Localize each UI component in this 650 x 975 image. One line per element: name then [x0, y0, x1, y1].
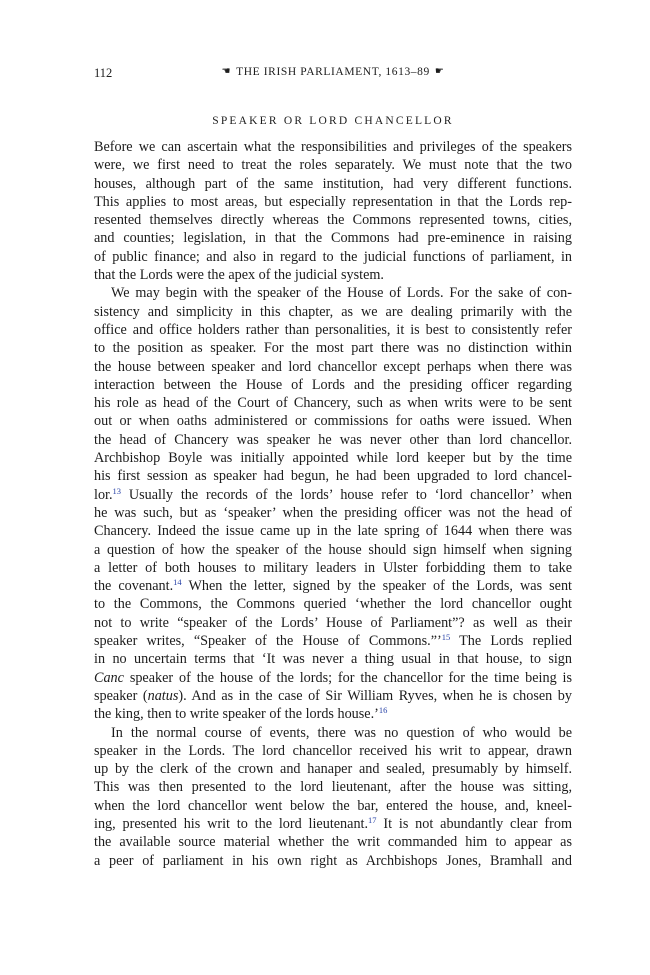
text-line: We may begin with the speaker of the House of Lords. For the sake of con- [111, 285, 572, 302]
text-line: that the Lords were the apex of the judicial system. [94, 267, 384, 284]
text-line [94, 705, 572, 723]
italic-term: natus [147, 687, 179, 704]
footnote-ref-13[interactable]: 13 [112, 485, 122, 496]
text-line: his first session as speaker had begun, he had been upgraded to lord chancel- [94, 468, 572, 485]
text-line: a peer of parliament in his own right as Archbishops Jones, Bramhall and [94, 852, 572, 869]
text-run: the king, then to write speaker of the lords house.’ [94, 706, 379, 723]
running-head [94, 66, 572, 82]
text-line: he was such, but as ‘speaker’ when the presiding officer was not the head of [94, 504, 572, 521]
text-line: to the Commons, the Commons queried ‘whether the lord chancellor ought [94, 596, 572, 613]
text-line: interaction between the House of Lords and the presiding officer regarding [94, 376, 572, 393]
text-line: the house between speaker and lord chancellor except perhaps when there was [94, 358, 572, 375]
footnote-ref-17[interactable]: 17 [368, 814, 377, 825]
page-number: 112 [94, 66, 113, 80]
pointing-hand-left-icon: ☚ [221, 66, 232, 77]
text-run: ). And as in the case of Sir William Ryves, when he is chosen by [178, 687, 572, 704]
text-run: speaker ( [94, 687, 148, 704]
italic-term: Canc [94, 669, 124, 686]
text-line: of public finance; and also in regard to the judicial functions of parliament, in [94, 248, 572, 265]
text-line: the available source material whether the writ commanded him to appear as [94, 834, 572, 851]
text-line: when the lord chancellor went below the bar, entered the house, and, kneel- [94, 797, 572, 814]
text-line: speaker in the Lords. The lord chancellor received his writ to appear, drawn [94, 742, 572, 759]
text-line [94, 632, 572, 650]
text-line: Chancery. Indeed the issue came up in the late spring of 1644 when there was [94, 523, 572, 540]
text-line: This applies to most areas, but especially representation in that the Lords rep- [94, 193, 572, 210]
text-line: In the normal course of events, there was no question of who would be [111, 724, 572, 741]
text-line: office and office holders rather than personalities, it is best to consistently refer [94, 321, 572, 338]
book-title: THE IRISH PARLIAMENT, 1613–89 [236, 66, 430, 78]
text-line: a letter of both houses to military leaders in Ulster forbidding them to take [94, 559, 572, 576]
footnote-ref-16[interactable]: 16 [378, 705, 388, 716]
text-run: the covenant. [94, 578, 174, 595]
text-line: This was then presented to the lord lieutenant, after the house was sitting, [94, 779, 572, 796]
text-run: The Lords replied [450, 633, 572, 650]
text-run: speaker of the house of the lords; for the chancellor for the time being is [123, 669, 572, 686]
text-line: his role as head of the Court of Chancery, such as when writs were to be sent [94, 395, 572, 412]
section-heading: SPEAKER OR LORD CHANCELLOR [212, 115, 454, 127]
text-line: in no uncertain terms that ‘It was never a thing usual in that house, to sign [94, 651, 572, 668]
text-run: ing, presented his writ to the lord lieutenant. [94, 815, 369, 832]
text-run: When the letter, signed by the speaker of the Lords, was sent [181, 578, 572, 595]
text-line: Before we can ascertain what the responsibilities and privileges of the speakers [94, 139, 572, 155]
text-run: Usually the records of the lords’ house refer to ‘lord chancellor’ when [121, 486, 572, 503]
body-text [94, 138, 572, 870]
text-line [94, 577, 572, 595]
footnote-ref-15[interactable]: 15 [441, 632, 451, 643]
text-line: sistency and simplicity in this chapter, as we are dealing primarily with the [94, 303, 572, 320]
text-run: lor. [94, 486, 113, 503]
text-run: speaker writes, “Speaker of the House of Commons.”’ [94, 633, 442, 650]
text-line: and counties; legislation, in that the Commons had pre-eminence in raising [94, 230, 572, 247]
text-line [94, 687, 572, 705]
text-line: not to write “speaker of the Lords’ House of Parliament”? as well as their [94, 614, 572, 631]
text-line: Archbishop Boyle was initially appointed while lord keeper but by the time [94, 450, 572, 467]
text-line [94, 669, 572, 687]
running-title [94, 66, 572, 78]
text-line: a question of how the speaker of the house should sign himself when signing [94, 541, 572, 558]
text-run: It is not abundantly clear from [376, 815, 572, 832]
text-line: up by the clerk of the crown and hanaper and sealed, presumably by himself. [94, 761, 572, 778]
footnote-ref-14[interactable]: 14 [173, 577, 182, 588]
text-line: the head of Chancery was speaker he was never other than lord chancellor. [94, 431, 572, 448]
text-line: houses, although part of the same institution, had very different functions. [94, 175, 572, 192]
text-line: resented themselves directly whereas the Commons represented towns, cities, [94, 212, 572, 229]
text-line: to the position as speaker. For the most part there was no distinction within [94, 340, 572, 357]
text-line: were, we first need to treat the roles separately. We must note that the two [94, 157, 572, 174]
text-line [94, 815, 572, 833]
text-line [94, 486, 572, 504]
text-line: out or when oaths administered or commissions for oaths were issued. When [94, 413, 572, 430]
pointing-hand-right-icon: ☛ [434, 66, 445, 77]
